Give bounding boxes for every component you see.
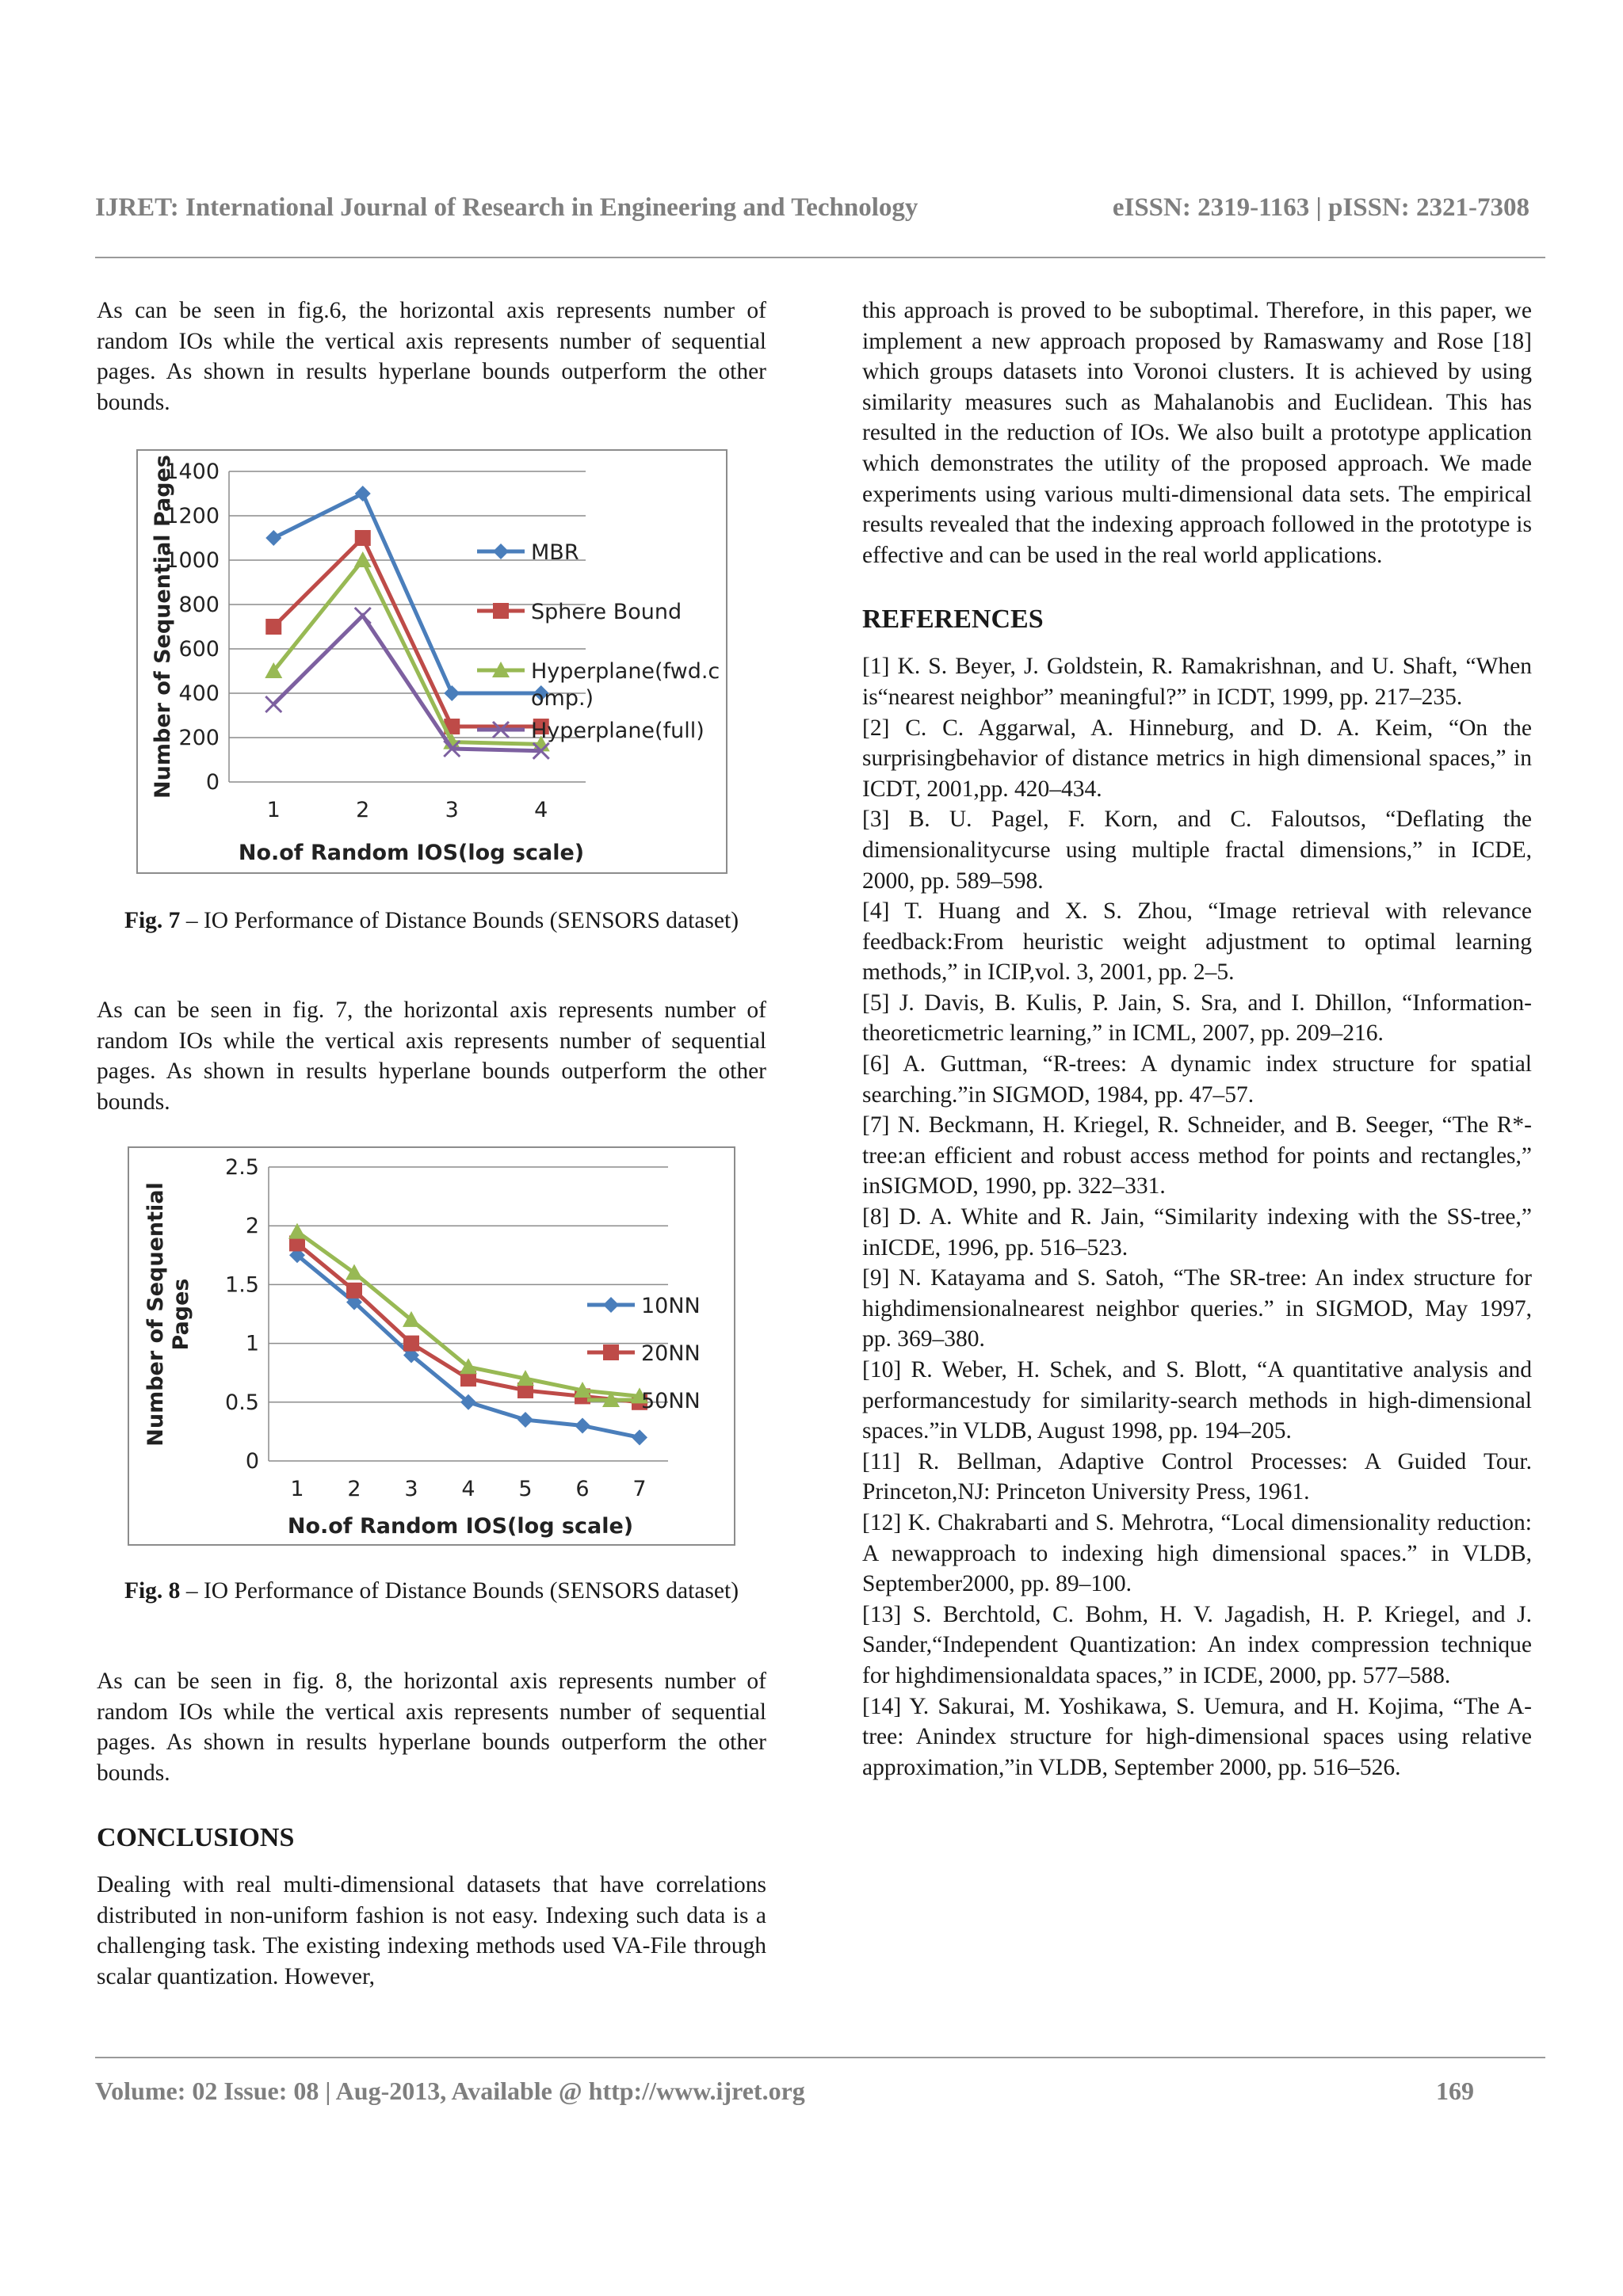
header-rule (95, 257, 1545, 258)
legend-marker (493, 603, 509, 619)
y-tick-label: 0.5 (225, 1390, 259, 1415)
page-number: 169 (1436, 2077, 1474, 2105)
journal-issn: eISSN: 2319-1163 | pISSN: 2321-7308 (1112, 193, 1529, 222)
data-point (355, 530, 371, 546)
legend-marker (493, 543, 509, 559)
fig8-chart-svg (129, 1148, 734, 1544)
y-tick-label: 1 (245, 1331, 259, 1356)
reference-item: [13] S. Berchtold, C. Bohm, H. V. Jagadish, H. P. Kriegel, and J. Sander,“Independent Quantization: An index compression technique for highdimensionaldata spaces,” in ICDE, 2000, pp. 577–588. (862, 1601, 1532, 1688)
y-tick-label: 400 (178, 681, 220, 706)
journal-header (95, 193, 1529, 223)
fig8-caption (97, 1576, 766, 1606)
reference-item: [1] K. S. Beyer, J. Goldstein, R. Ramakrishnan, and U. Shaft, “When is“nearest neighbor” meaningful?” in ICDT, 1999, pp. 217–235. (862, 654, 1532, 710)
y-tick-label: 1.5 (225, 1272, 259, 1298)
data-point (265, 696, 281, 712)
footer-volume: Volume: 02 Issue: 08 | Aug-2013, Available @ http://www.ijret.org (95, 2077, 805, 2105)
legend-label: Hyperplane(fwd.c (531, 659, 720, 684)
left-paragraph-2: As can be seen in fig. 7, the horizontal axis represents number of random IOs while the vertical axis represents number of sequential pages. As shown in results hyperlane bounds outperform the other bounds. (97, 997, 766, 1115)
reference-item: [5] J. Davis, B. Kulis, P. Jain, S. Sra, and I. Dhillon, “Information-theoreticmetric learning,” in ICML, 2007, pp. 209–216. (862, 990, 1532, 1047)
x-tick-label: 2 (347, 1477, 361, 1501)
data-point (632, 1429, 647, 1445)
x-tick-label: 3 (404, 1477, 418, 1501)
footer-rule (95, 2057, 1545, 2058)
y-axis-title: Number of Sequential Pages (151, 455, 175, 799)
y-tick-label: 0 (205, 770, 220, 795)
y-tick-label: 200 (178, 726, 220, 750)
x-tick-label: 7 (632, 1477, 647, 1501)
references-list (862, 651, 1532, 1783)
x-tick-label: 4 (534, 798, 548, 822)
left-paragraph-3-block (97, 1666, 766, 1788)
x-axis-title: No.of Random IOS(log scale) (238, 841, 585, 865)
reference-item: [3] B. U. Pagel, F. Korn, and C. Faloutsos, “Deflating the dimensionalitycurse using multiple fractal dimensions,” in ICDE, 2000, pp. 589–598. (862, 807, 1532, 894)
fig7-caption-label: Fig. 7 (124, 908, 181, 933)
fig7-caption (97, 906, 766, 936)
legend-label: Sphere Bound (531, 600, 682, 624)
legend-label: MBR (531, 540, 579, 565)
series-line (297, 1255, 640, 1437)
fig7-caption-text: – IO Performance of Distance Bounds (SENSORS dataset) (180, 908, 739, 933)
series-line (273, 538, 541, 727)
y-axis-title: Pages (169, 1278, 193, 1351)
y-tick-label: 1400 (165, 460, 220, 484)
y-axis-title: Number of Sequential (143, 1182, 168, 1447)
legend-marker (603, 1297, 619, 1313)
fig8-chart (128, 1146, 735, 1546)
fig8-caption-label: Fig. 8 (124, 1578, 181, 1604)
y-tick-label: 2.5 (225, 1155, 259, 1180)
x-tick-label: 4 (461, 1477, 475, 1501)
data-point (355, 608, 371, 624)
journal-title: IJRET: International Journal of Research in Engineering and Technology (95, 193, 918, 222)
right-paragraph-1: this approach is proved to be suboptimal. Therefore, in this paper, we implement a new approach proposed by Ramaswamy and Rose [18] which groups datasets into Voronoi clusters. It is achieved by using similarity measures such as Mahalanobis and Euclidean. This has resulted in the reduction of IOs. We also built a prototype application which demonstrates the utility of the proposed approach. We made experiments using various multi-dimensional data sets. The empirical results revealed that the indexing approach followed in the prototype is effective and can be used in the real world applications. (862, 298, 1532, 568)
conclusions-text-block (97, 1870, 766, 1992)
data-point (575, 1417, 590, 1433)
data-point (517, 1412, 533, 1428)
conclusions-heading-block (97, 1822, 766, 1854)
y-tick-label: 0 (245, 1449, 259, 1474)
reference-item: [11] R. Bellman, Adaptive Control Processes: A Guided Tour. Princeton,NJ: Princeton University Press, 1961. (862, 1448, 1532, 1505)
x-tick-label: 5 (518, 1477, 533, 1501)
legend-label: 20NN (641, 1341, 701, 1366)
conclusions-heading: CONCLUSIONS (97, 1823, 295, 1852)
reference-item: [14] Y. Sakurai, M. Yoshikawa, S. Uemura, and H. Kojima, “The A-tree: Anindex structure for high-dimensional spaces using relative approximation,”in VLDB, September 2000, pp. 516–526. (862, 1693, 1532, 1780)
right-column (862, 296, 1532, 1783)
y-tick-label: 1200 (165, 504, 220, 528)
x-tick-label: 2 (356, 798, 370, 822)
fig7-chart (136, 449, 727, 874)
data-point (444, 685, 460, 701)
reference-item: [7] N. Beckmann, H. Kriegel, R. Schneider, and B. Seeger, “The R*-tree:an efficient and robust access method for points and rectangles,” inSIGMOD, 1990, pp. 322–331. (862, 1112, 1532, 1199)
x-axis-title: No.of Random IOS(log scale) (287, 1514, 634, 1539)
left-column (97, 296, 766, 418)
reference-item: [6] A. Guttman, “R-trees: A dynamic index structure for spatial searching.”in SIGMOD, 1984, pp. 47–57. (862, 1051, 1532, 1108)
y-tick-label: 2 (245, 1214, 259, 1239)
legend-label: omp.) (531, 686, 594, 711)
data-point (355, 486, 371, 502)
references-heading: REFERENCES (862, 605, 1044, 635)
conclusions-text: Dealing with real multi-dimensional datasets that have correlations distributed in non-uniform fashion is not easy. Indexing such data is a challenging task. The existing indexing methods used VA-File through scalar quantization. However, (97, 1872, 766, 1989)
x-tick-label: 1 (266, 798, 281, 822)
y-tick-label: 800 (178, 593, 220, 617)
fig7-chart-svg (138, 451, 726, 872)
legend-marker (603, 1344, 619, 1360)
reference-item: [4] T. Huang and X. S. Zhou, “Image retrieval with relevance feedback:From heuristic weight adjustment to optimal learning methods,” in ICIP,vol. 3, 2001, pp. 2–5. (862, 898, 1532, 986)
x-tick-label: 1 (290, 1477, 304, 1501)
reference-item: [10] R. Weber, H. Schek, and S. Blott, “A quantitative analysis and performancestudy for similarity-search methods in high-dimensional spaces.”in VLDB, August 1998, pp. 194–205. (862, 1357, 1532, 1444)
left-paragraph-2-block (97, 995, 766, 1117)
legend-label: Hyperplane(full) (531, 719, 705, 743)
y-tick-label: 600 (178, 637, 220, 662)
reference-item: [8] D. A. White and R. Jain, “Similarity indexing with the SS-tree,” inICDE, 1996, pp. 516–523. (862, 1204, 1532, 1261)
left-paragraph-3: As can be seen in fig. 8, the horizontal axis represents number of random IOs while the vertical axis represents number of sequential pages. As shown in results hyperlane bounds outperform the other bounds. (97, 1669, 766, 1786)
reference-item: [12] K. Chakrabarti and S. Mehrotra, “Local dimensionality reduction: A newapproach to indexing high dimensional spaces.” in VLDB, September2000, pp. 89–100. (862, 1509, 1532, 1597)
data-point (403, 1336, 419, 1352)
reference-item: [9] N. Katayama and S. Satoh, “The SR-tree: An index structure for highdimensionalnearest neighbor queries.” in SIGMOD, May 1997, pp. 369–380. (862, 1265, 1532, 1352)
page-footer (95, 2077, 1474, 2106)
y-tick-label: 1000 (165, 548, 220, 573)
legend-label: 10NN (641, 1294, 701, 1318)
legend-label: 50NN (641, 1389, 701, 1413)
fig8-caption-text: – IO Performance of Distance Bounds (SENSORS dataset) (180, 1578, 739, 1604)
reference-item: [2] C. C. Aggarwal, A. Hinneburg, and D. A. Keim, “On the surprisingbehavior of distance metrics in high dimensional spaces,” in ICDT, 2001,pp. 420–434. (862, 715, 1532, 802)
x-tick-label: 6 (575, 1477, 590, 1501)
data-point (265, 530, 281, 546)
x-tick-label: 3 (445, 798, 459, 822)
left-paragraph-1: As can be seen in fig.6, the horizontal axis represents number of random IOs while the vertical axis represents number of sequential pages. As shown in results hyperlane bounds outperform the other bounds. (97, 298, 766, 415)
data-point (265, 619, 281, 635)
data-point (346, 1283, 362, 1299)
